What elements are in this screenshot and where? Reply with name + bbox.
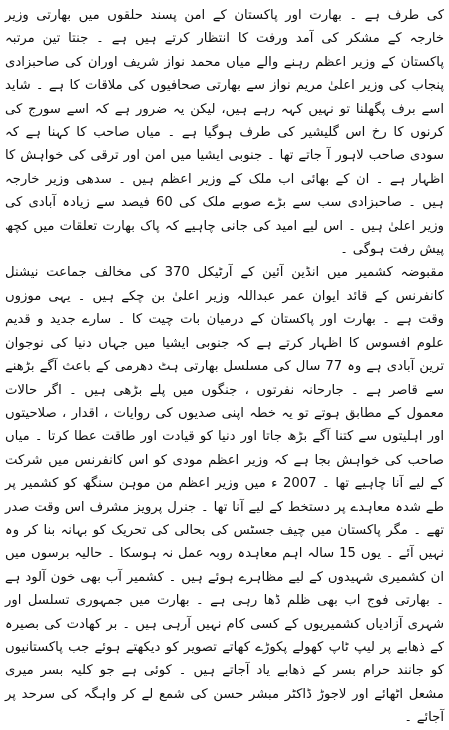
article-paragraph-2: مقبوضہ کشمیر میں انڈین آئین کے آرٹیکل 370 کی مخالف جماعت نیشنل کانفرنس کے قائد ایوان عمر عبداللہ وزیر اعلیٰ بن چکے ہیں ۔ یہی موزوں وقت ہے ۔ بھارت اور پاکستان کے درمیان بات چیت کا ۔ سارے جدید و قدیم علوم افسوس کا اظہار کرتے ہے کہ جنوبی ایشیا میں جہاں دنیا کی نوجوان ترین آبادی ہے وہ 77 سال کی مسلسل بھارتی ہٹ دھرمی کے باعث آگے بڑھنے سے قاصر ہے ۔ جارحانہ نفرتوں ، جنگوں میں پلے بڑھی ہیں ۔ اگر حالات معمول کے مطابق ہوتے تو یہ خطہ اپنی صدیوں کی روایات ، اقدار ، صلاحیتوں اور اہلیتوں سے کتنا آگے بڑھ جاتا اور دنیا کو قیادت اور طاقت عطا کرتا ۔ میاں صاحب کی خواہش بجا ہے کہ وزیر اعظم مودی کو اس کانفرنس میں شرکت کے لیے آنا چاہیے تھا ۔ 2007 ء میں وزیر اعظم من موہن سنگھ کو کشمیر پر طے شدہ معاہدے پر دستخط کے لیے آنا تھا ۔ جنرل پرویز مشرف اس وقت صدر تھے ۔ مگر پاکستان میں چیف جسٹس کی بحالی کی تحریک کو بہانہ بنا کر وہ نہیں آئے ۔ یوں 15 سالہ اہم معاہدہ روبہ عمل نہ ہوسکا ۔ حالیہ برسوں میں ان کشمیری شہیدوں کے لیے مظاہرے ہوئے ہیں ۔ کشمیر آب بھی خون آلود ہے ۔ بھارتی فوج اب بھی ظلم ڈھا رہی ہے ۔ بھارت میں جمہوری تسلسل اور شہری آزادیاں کشمیریوں کے کسی کام نہیں آرہی ہیں ۔ بر کھادت کی بصیرہ کے ذھابے پر لیپ ٹاپ کھولے پکوڑے کھاتے تصویر کو دیکھتے ہوئے جب پاکستانیوں کو جانند حرام بسر کے ذھابے یاد آجاتے ہیں ۔ کوئی ہے جو کلیہ بسر میری مشعل اٹھائے اور لاجوڑ ڈاکٹر مبشر حسن کی شمع لے کر واہگہ کی سرحد پر آجائے ۔ (5, 265, 445, 726)
article-paragraph-1: کی طرف ہے ۔ بھارت اور پاکستان کے امن پسند حلقوں میں بھارتی وزیر خارجہ کے مشکر کی آمد ورفت کا انتظار کرتے ہیں ہے ۔ جنتا تین مرتبہ پاکستان کے وزیر اعظم رہنے والے میاں محمد نواز شریف اوران کی صاحبزادی پنجاب کی وزیر اعلیٰ مریم نواز سے بھارتی صحافیوں کی ملاقات کا ہے ۔ شاید اسے برف پگھلنا تو نہیں کہہ رہے ہیں، لیکن یہ ضرور ہے کہ اسے سورج کی کرنوں کا رخ اس گلیشیر کی طرف ہوگیا ہے ۔ میاں صاحب کا کہنا ہے کہ سودی صاحب لاہور آ جاتے تھا ۔ جنوبی ایشیا میں امن اور ترقی کی خواہش کا اظہار ہے ۔ ان کے بھائی اب ملک کے وزیر اعظم ہیں ۔ سدھی وزیر خارجہ ہیں ۔ صاحبزادی سب سے بڑے صوبے ملک کی 60 فیصد سے زیادہ آبادی کی وزیر اعلیٰ ہیں ۔ اس لیے امید کی جانی چاہیے کہ پاک بھارت تعلقات میں کچھ پیش رفت ہوگی ۔ (5, 8, 444, 258)
